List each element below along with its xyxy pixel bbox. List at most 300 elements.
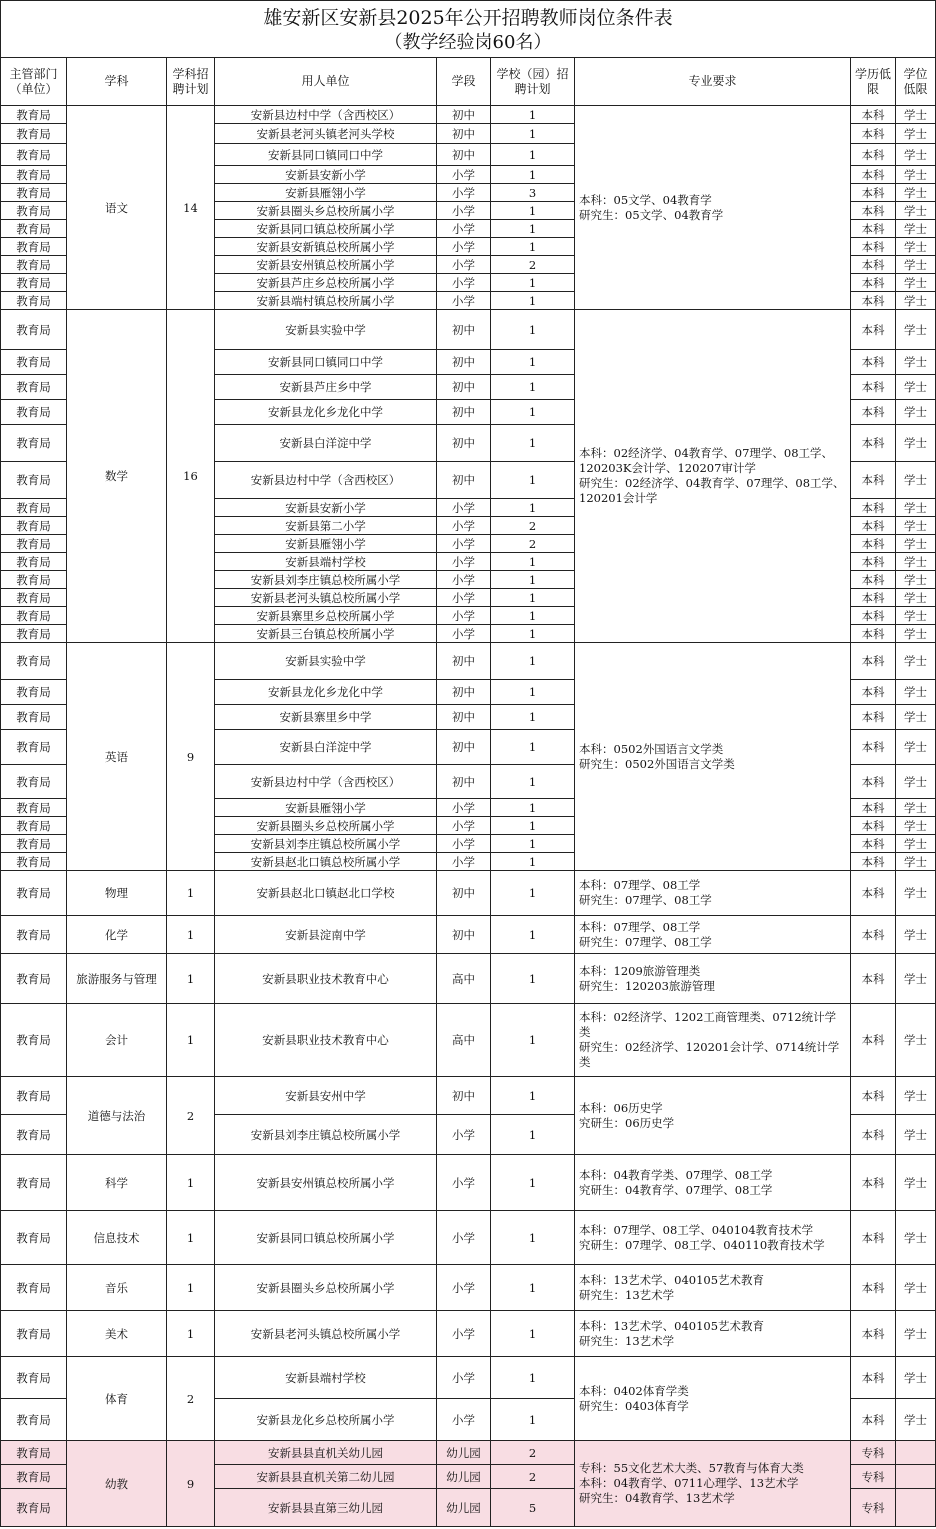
table-row (1, 1357, 936, 1399)
degree-cell: 学士 (896, 1077, 936, 1115)
education-cell: 本科 (851, 553, 896, 571)
school-plan-cell: 1 (491, 106, 575, 124)
education-cell: 本科 (851, 1311, 896, 1357)
degree-cell: 学士 (896, 954, 936, 1004)
unit-cell: 安新县芦庄乡中学 (215, 375, 437, 400)
unit-cell: 安新县端村学校 (215, 553, 437, 571)
education-cell: 本科 (851, 765, 896, 799)
stage-cell: 幼儿园 (437, 1465, 491, 1489)
school-plan-cell: 1 (491, 144, 575, 166)
school-plan-cell: 1 (491, 589, 575, 607)
major-requirement-text: 专科：55文化艺术大类、57教育与体育大类 本科：04教育学、0711心理学、13艺术学 研究生：04教育学、13艺术学 (579, 1461, 804, 1505)
major-requirement-text: 本科：07理学、08工学 研究生：07理学、08工学 (579, 878, 712, 907)
degree-cell: 学士 (896, 730, 936, 765)
school-plan-cell: 1 (491, 375, 575, 400)
degree-cell: 学士 (896, 553, 936, 571)
school-plan-cell: 2 (491, 517, 575, 535)
stage-cell: 小学 (437, 1357, 491, 1399)
degree-cell: 学士 (896, 817, 936, 835)
stage-cell: 初中 (437, 144, 491, 166)
education-cell: 本科 (851, 256, 896, 274)
degree-cell: 学士 (896, 400, 936, 425)
school-plan-cell: 2 (491, 1441, 575, 1465)
unit-cell: 安新县边村中学（含西校区） (215, 462, 437, 499)
school-plan-cell: 1 (491, 916, 575, 954)
education-cell: 本科 (851, 625, 896, 643)
major-requirement-cell (575, 1004, 851, 1077)
dept-cell: 教育局 (1, 1489, 67, 1527)
education-cell: 本科 (851, 1265, 896, 1311)
school-plan-cell: 1 (491, 1004, 575, 1077)
dept-cell: 教育局 (1, 310, 67, 350)
degree-cell: 学士 (896, 765, 936, 799)
table-row (1, 1004, 936, 1077)
dept-cell: 教育局 (1, 375, 67, 400)
school-plan-cell: 2 (491, 256, 575, 274)
header-stage: 学段 (437, 58, 491, 106)
subject-plan-cell: 1 (167, 916, 215, 954)
stage-cell: 小学 (437, 553, 491, 571)
subject-cell: 道德与法治 (67, 1077, 167, 1155)
school-plan-cell: 3 (491, 184, 575, 202)
degree-cell: 学士 (896, 835, 936, 853)
unit-cell: 安新县边村中学（含西校区） (215, 765, 437, 799)
school-plan-cell: 1 (491, 1311, 575, 1357)
school-plan-cell: 5 (491, 1489, 575, 1527)
unit-cell: 安新县县直机关幼儿园 (215, 1441, 437, 1465)
degree-cell: 学士 (896, 202, 936, 220)
major-requirement-cell (575, 643, 851, 871)
dept-cell: 教育局 (1, 730, 67, 765)
education-cell: 本科 (851, 853, 896, 871)
education-cell: 本科 (851, 220, 896, 238)
education-cell: 本科 (851, 375, 896, 400)
major-requirement-cell (575, 1077, 851, 1155)
stage-cell: 小学 (437, 817, 491, 835)
stage-cell: 初中 (437, 124, 491, 144)
dept-cell: 教育局 (1, 535, 67, 553)
degree-cell: 学士 (896, 680, 936, 705)
stage-cell: 初中 (437, 765, 491, 799)
major-requirement-text: 本科：02经济学、1202工商管理类、0712统计学类 研究生：02经济学、120201会计学、0714统计学类 (579, 1010, 840, 1069)
table-row (1, 1311, 936, 1357)
education-cell: 本科 (851, 202, 896, 220)
unit-cell: 安新县县直机关第二幼儿园 (215, 1465, 437, 1489)
subject-cell: 化学 (67, 916, 167, 954)
dept-cell: 教育局 (1, 571, 67, 589)
education-cell: 本科 (851, 1004, 896, 1077)
dept-cell: 教育局 (1, 166, 67, 184)
stage-cell: 初中 (437, 705, 491, 730)
table-row (1, 916, 936, 954)
stage-cell: 初中 (437, 462, 491, 499)
dept-cell: 教育局 (1, 1465, 67, 1489)
title-text: 雄安新区安新县2025年公开招聘教师岗位条件表 (263, 7, 673, 29)
education-cell: 本科 (851, 817, 896, 835)
degree-cell: 学士 (896, 106, 936, 124)
school-plan-cell: 1 (491, 425, 575, 462)
table-row (1, 954, 936, 1004)
education-cell: 本科 (851, 1399, 896, 1441)
unit-cell: 安新县圈头乡总校所属小学 (215, 1265, 437, 1311)
education-cell: 本科 (851, 589, 896, 607)
dept-cell: 教育局 (1, 643, 67, 680)
school-plan-cell: 1 (491, 835, 575, 853)
education-cell: 本科 (851, 954, 896, 1004)
table-row (1, 1265, 936, 1311)
education-cell: 本科 (851, 871, 896, 916)
school-plan-cell: 1 (491, 643, 575, 680)
education-cell: 本科 (851, 835, 896, 853)
table-row (1, 871, 936, 916)
dept-cell: 教育局 (1, 1211, 67, 1265)
table-row (1, 643, 936, 680)
dept-cell: 教育局 (1, 916, 67, 954)
stage-cell: 小学 (437, 571, 491, 589)
dept-cell: 教育局 (1, 202, 67, 220)
unit-cell: 安新县芦庄乡总校所属小学 (215, 274, 437, 292)
degree-cell: 学士 (896, 1265, 936, 1311)
subject-plan-cell: 1 (167, 1211, 215, 1265)
stage-cell: 初中 (437, 310, 491, 350)
dept-cell: 教育局 (1, 1077, 67, 1115)
school-plan-cell: 1 (491, 1357, 575, 1399)
major-requirement-cell (575, 1441, 851, 1527)
degree-cell: 学士 (896, 462, 936, 499)
education-cell: 本科 (851, 238, 896, 256)
major-requirement-text: 本科：0402体育学类 研究生：0403体育学 (579, 1383, 689, 1413)
degree-cell: 学士 (896, 350, 936, 375)
school-plan-cell: 1 (491, 202, 575, 220)
stage-cell: 小学 (437, 853, 491, 871)
subject-cell: 美术 (67, 1311, 167, 1357)
unit-cell: 安新县同口镇总校所属小学 (215, 1211, 437, 1265)
major-requirement-text: 本科：13艺术学、040105艺术教育 研究生：13艺术学 (579, 1318, 765, 1348)
major-requirement-cell (575, 1211, 851, 1265)
stage-cell: 初中 (437, 916, 491, 954)
stage-cell: 高中 (437, 1004, 491, 1077)
school-plan-cell: 1 (491, 765, 575, 799)
school-plan-cell: 1 (491, 1265, 575, 1311)
school-plan-cell: 1 (491, 220, 575, 238)
education-cell: 本科 (851, 1077, 896, 1115)
major-requirement-cell (575, 954, 851, 1004)
education-cell: 本科 (851, 730, 896, 765)
dept-cell: 教育局 (1, 184, 67, 202)
degree-cell: 学士 (896, 625, 936, 643)
dept-cell: 教育局 (1, 705, 67, 730)
stage-cell: 小学 (437, 1399, 491, 1441)
unit-cell: 安新县刘李庄镇总校所属小学 (215, 835, 437, 853)
unit-cell: 安新县三台镇总校所属小学 (215, 625, 437, 643)
education-cell: 本科 (851, 643, 896, 680)
unit-cell: 安新县同口镇同口中学 (215, 144, 437, 166)
table-row (1, 310, 936, 350)
school-plan-cell: 1 (491, 954, 575, 1004)
major-requirement-cell (575, 1311, 851, 1357)
dept-cell: 教育局 (1, 799, 67, 817)
stage-cell: 小学 (437, 256, 491, 274)
major-requirement-text: 本科：13艺术学、040105艺术教育 研究生：13艺术学 (579, 1272, 765, 1302)
school-plan-cell: 1 (491, 705, 575, 730)
unit-cell: 安新县安新小学 (215, 166, 437, 184)
education-cell: 本科 (851, 499, 896, 517)
dept-cell: 教育局 (1, 238, 67, 256)
dept-cell: 教育局 (1, 1311, 67, 1357)
major-requirement-text: 本科：0502外国语言文学类 研究生：0502外国语言文学类 (579, 741, 735, 771)
major-requirement-text: 本科：07理学、08工学 研究生：07理学、08工学 (579, 919, 712, 949)
unit-cell: 安新县雁翎小学 (215, 799, 437, 817)
subject-plan-cell: 1 (167, 1004, 215, 1077)
degree-cell: 学士 (896, 607, 936, 625)
school-plan-cell: 1 (491, 1155, 575, 1211)
subject-plan-cell: 16 (167, 310, 215, 643)
stage-cell: 小学 (437, 166, 491, 184)
unit-cell: 安新县边村中学（含西校区） (215, 106, 437, 124)
subject-plan-cell: 1 (167, 1311, 215, 1357)
school-plan-cell: 1 (491, 1211, 575, 1265)
degree-cell: 学士 (896, 705, 936, 730)
education-cell: 本科 (851, 1211, 896, 1265)
stage-cell: 初中 (437, 643, 491, 680)
school-plan-cell: 1 (491, 350, 575, 375)
header-row (1, 58, 936, 106)
dept-cell: 教育局 (1, 1115, 67, 1155)
school-plan-cell: 1 (491, 400, 575, 425)
table-row (1, 1155, 936, 1211)
degree-cell: 学士 (896, 375, 936, 400)
stage-cell: 小学 (437, 535, 491, 553)
dept-cell: 教育局 (1, 462, 67, 499)
school-plan-cell: 1 (491, 292, 575, 310)
subject-plan-cell: 1 (167, 1265, 215, 1311)
stage-cell: 小学 (437, 1115, 491, 1155)
dept-cell: 教育局 (1, 124, 67, 144)
header-subject: 学科 (67, 58, 167, 106)
dept-cell: 教育局 (1, 607, 67, 625)
degree-cell: 学士 (896, 1357, 936, 1399)
subject-plan-cell: 14 (167, 106, 215, 310)
school-plan-cell: 1 (491, 499, 575, 517)
education-cell: 本科 (851, 517, 896, 535)
header-subject-plan: 学科招聘计划 (167, 58, 215, 106)
subject-cell: 物理 (67, 871, 167, 916)
stage-cell: 幼儿园 (437, 1441, 491, 1465)
table-row (1, 106, 936, 124)
unit-cell: 安新县雁翎小学 (215, 184, 437, 202)
degree-cell: 学士 (896, 1211, 936, 1265)
stage-cell: 幼儿园 (437, 1489, 491, 1527)
unit-cell: 安新县圈头乡总校所属小学 (215, 202, 437, 220)
dept-cell: 教育局 (1, 274, 67, 292)
stage-cell: 小学 (437, 1155, 491, 1211)
school-plan-cell: 1 (491, 817, 575, 835)
school-plan-cell: 1 (491, 1115, 575, 1155)
stage-cell: 小学 (437, 292, 491, 310)
stage-cell: 初中 (437, 871, 491, 916)
unit-cell: 安新县龙化乡龙化中学 (215, 680, 437, 705)
dept-cell: 教育局 (1, 425, 67, 462)
subject-plan-cell: 1 (167, 954, 215, 1004)
unit-cell: 安新县寨里乡中学 (215, 705, 437, 730)
stage-cell: 初中 (437, 1077, 491, 1115)
stage-cell: 小学 (437, 607, 491, 625)
unit-cell: 安新县职业技术教育中心 (215, 954, 437, 1004)
school-plan-cell: 1 (491, 571, 575, 589)
major-requirement-text: 本科：05文学、04教育学 研究生：05文学、04教育学 (579, 192, 724, 222)
education-cell: 本科 (851, 144, 896, 166)
school-plan-cell: 1 (491, 274, 575, 292)
stage-cell: 小学 (437, 499, 491, 517)
education-cell: 专科 (851, 1489, 896, 1527)
dept-cell: 教育局 (1, 256, 67, 274)
education-cell: 本科 (851, 425, 896, 462)
stage-cell: 小学 (437, 1311, 491, 1357)
stage-cell: 初中 (437, 375, 491, 400)
stage-cell: 小学 (437, 220, 491, 238)
dept-cell: 教育局 (1, 553, 67, 571)
dept-cell: 教育局 (1, 517, 67, 535)
degree-cell: 学士 (896, 310, 936, 350)
stage-cell: 初中 (437, 425, 491, 462)
education-cell: 本科 (851, 705, 896, 730)
degree-cell: 学士 (896, 1311, 936, 1357)
school-plan-cell: 1 (491, 124, 575, 144)
unit-cell: 安新县同口镇同口中学 (215, 350, 437, 375)
degree-cell: 学士 (896, 517, 936, 535)
dept-cell: 教育局 (1, 853, 67, 871)
degree-cell: 学士 (896, 535, 936, 553)
degree-cell (896, 1465, 936, 1489)
dept-cell: 教育局 (1, 625, 67, 643)
degree-cell: 学士 (896, 425, 936, 462)
education-cell: 专科 (851, 1441, 896, 1465)
subject-cell: 会计 (67, 1004, 167, 1077)
education-cell: 本科 (851, 680, 896, 705)
subject-cell: 英语 (67, 643, 167, 871)
unit-cell: 安新县县直第三幼儿园 (215, 1489, 437, 1527)
school-plan-cell: 2 (491, 535, 575, 553)
dept-cell: 教育局 (1, 589, 67, 607)
subject-cell: 幼教 (67, 1441, 167, 1527)
unit-cell: 安新县实验中学 (215, 310, 437, 350)
degree-cell: 学士 (896, 1115, 936, 1155)
unit-cell: 安新县老河头镇总校所属小学 (215, 1311, 437, 1357)
dept-cell: 教育局 (1, 1441, 67, 1465)
unit-cell: 安新县老河头镇总校所属小学 (215, 589, 437, 607)
major-requirement-text: 本科：06历史学 究研生：06历史学 (579, 1100, 675, 1130)
degree-cell: 学士 (896, 799, 936, 817)
unit-cell: 安新县同口镇总校所属小学 (215, 220, 437, 238)
unit-cell: 安新县老河头镇老河头学校 (215, 124, 437, 144)
degree-cell: 学士 (896, 1004, 936, 1077)
stage-cell: 小学 (437, 799, 491, 817)
unit-cell: 安新县白洋淀中学 (215, 425, 437, 462)
unit-cell: 安新县寨里乡总校所属小学 (215, 607, 437, 625)
school-plan-cell: 1 (491, 680, 575, 705)
stage-cell: 小学 (437, 238, 491, 256)
unit-cell: 安新县安州镇总校所属小学 (215, 1155, 437, 1211)
major-requirement-cell (575, 106, 851, 310)
table-row (1, 1077, 936, 1115)
degree-cell: 学士 (896, 144, 936, 166)
degree-cell (896, 1489, 936, 1527)
degree-cell: 学士 (896, 220, 936, 238)
subtitle-text: （教学经验岗60名） (384, 32, 552, 53)
school-plan-cell: 1 (491, 730, 575, 765)
school-plan-cell: 1 (491, 871, 575, 916)
table-row (1, 1211, 936, 1265)
subject-plan-cell: 2 (167, 1357, 215, 1441)
subject-cell: 信息技术 (67, 1211, 167, 1265)
education-cell: 本科 (851, 1155, 896, 1211)
education-cell: 本科 (851, 799, 896, 817)
subject-cell: 音乐 (67, 1265, 167, 1311)
header-education: 学历低限 (851, 58, 896, 106)
header-unit: 用人单位 (215, 58, 437, 106)
degree-cell: 学士 (896, 184, 936, 202)
school-plan-cell: 1 (491, 1077, 575, 1115)
unit-cell: 安新县白洋淀中学 (215, 730, 437, 765)
table-body (1, 106, 936, 1527)
school-plan-cell: 1 (491, 462, 575, 499)
dept-cell: 教育局 (1, 350, 67, 375)
degree-cell: 学士 (896, 853, 936, 871)
school-plan-cell: 1 (491, 166, 575, 184)
dept-cell: 教育局 (1, 1004, 67, 1077)
unit-cell: 安新县第二小学 (215, 517, 437, 535)
unit-cell: 安新县安州镇总校所属小学 (215, 256, 437, 274)
major-requirement-cell (575, 310, 851, 643)
school-plan-cell: 1 (491, 625, 575, 643)
dept-cell: 教育局 (1, 292, 67, 310)
unit-cell: 安新县职业技术教育中心 (215, 1004, 437, 1077)
unit-cell: 安新县刘李庄镇总校所属小学 (215, 571, 437, 589)
education-cell: 本科 (851, 184, 896, 202)
education-cell: 本科 (851, 106, 896, 124)
stage-cell: 初中 (437, 680, 491, 705)
degree-cell: 学士 (896, 238, 936, 256)
stage-cell: 小学 (437, 835, 491, 853)
major-requirement-cell (575, 916, 851, 954)
degree-cell: 学士 (896, 124, 936, 144)
subject-cell: 数学 (67, 310, 167, 643)
subject-cell: 体育 (67, 1357, 167, 1441)
subject-plan-cell: 9 (167, 1441, 215, 1527)
unit-cell: 安新县雁翎小学 (215, 535, 437, 553)
education-cell: 本科 (851, 124, 896, 144)
education-cell: 本科 (851, 292, 896, 310)
subject-cell: 科学 (67, 1155, 167, 1211)
dept-cell: 教育局 (1, 144, 67, 166)
dept-cell: 教育局 (1, 765, 67, 799)
stage-cell: 初中 (437, 400, 491, 425)
dept-cell: 教育局 (1, 1357, 67, 1399)
stage-cell: 初中 (437, 730, 491, 765)
education-cell: 本科 (851, 535, 896, 553)
dept-cell: 教育局 (1, 871, 67, 916)
dept-cell: 教育局 (1, 220, 67, 238)
dept-cell: 教育局 (1, 954, 67, 1004)
education-cell: 本科 (851, 166, 896, 184)
school-plan-cell: 1 (491, 607, 575, 625)
major-requirement-cell (575, 1265, 851, 1311)
dept-cell: 教育局 (1, 499, 67, 517)
degree-cell: 学士 (896, 274, 936, 292)
education-cell: 本科 (851, 1357, 896, 1399)
stage-cell: 初中 (437, 106, 491, 124)
degree-cell: 学士 (896, 643, 936, 680)
